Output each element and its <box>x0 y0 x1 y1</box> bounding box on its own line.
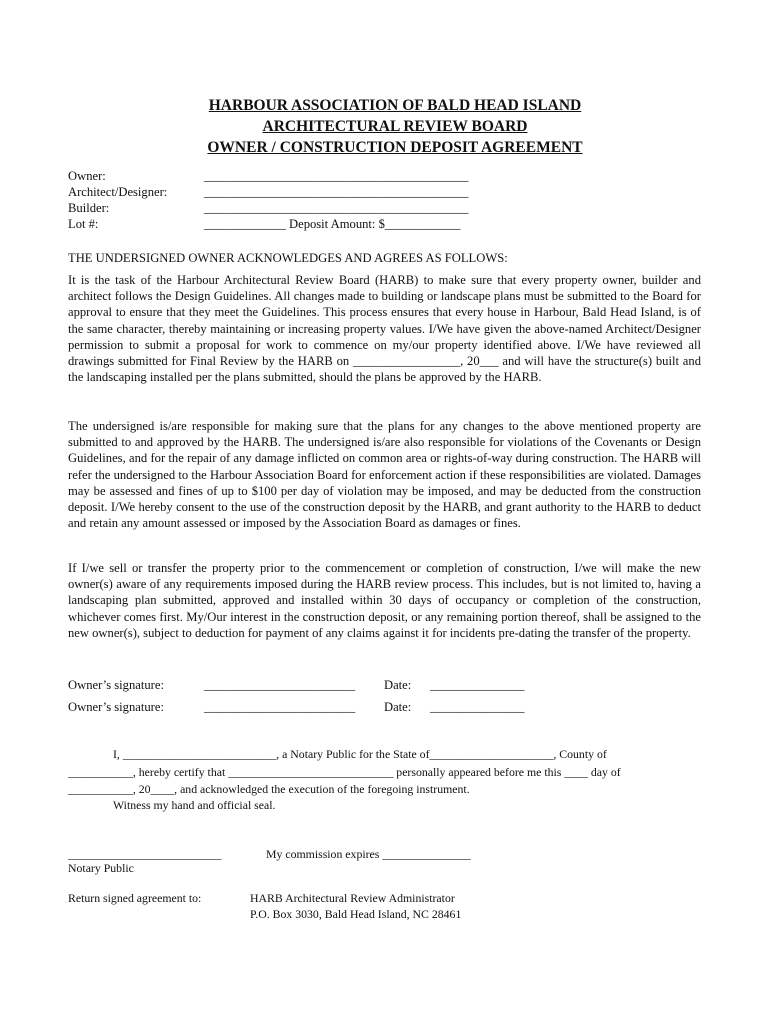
owner-field[interactable]: __________________________________________ <box>204 169 469 183</box>
commission-expires: My commission expires _______________ <box>266 847 471 861</box>
return-address-line-1: HARB Architectural Review Administrator <box>250 891 455 905</box>
title-line-1: HARBOUR ASSOCIATION OF BALD HEAD ISLAND <box>208 97 582 114</box>
lot-deposit-field[interactable]: _____________ Deposit Amount: $____________ <box>204 217 461 231</box>
notary-line-3: ___________, 20____, and acknowledged the execution of the foregoing instrument. <box>68 782 470 796</box>
date-label-2: Date: <box>384 700 412 714</box>
owner-label: Owner: <box>68 169 106 183</box>
notary-line-1: I, __________________________, a Notary Public for the State of_____________________, County of <box>113 747 607 761</box>
architect-label: Architect/Designer: <box>68 185 168 199</box>
owner-signature-label-2: Owner’s signature: <box>68 700 164 714</box>
return-address-line-2: P.O. Box 3030, Bald Head Island, NC 28461 <box>250 907 462 921</box>
paragraph-1: It is the task of the Harbour Architectural Review Board (HARB) to make sure that every property owner, builder and architect follows the Design Guidelines. All changes made to building or landscape plans must be submitted to the Board for approval to ensure that they meet the Guidelines. This process ensures that every house in Harbour, Bald Head Island, is of the same character, thereby maintaining or increasing property values. I/We have given the above-named Architect/Designer permission to submit a proposal for work to commence on my/our property identified above. I/We have reviewed all drawings submitted for Final Review by the HARB on _________________, 20___ and will have the structure(s) built and the landscaping installed per the plans submitted, should the plans be approved by the HARB. <box>68 273 701 385</box>
return-label: Return signed agreement to: <box>68 891 202 905</box>
owner-signature-label-1: Owner’s signature: <box>68 678 164 692</box>
owner-signature-field-1[interactable]: ________________________ <box>204 678 356 692</box>
date-label-1: Date: <box>384 678 412 692</box>
notary-witness-line: Witness my hand and official seal. <box>113 798 276 812</box>
date-field-1[interactable]: _______________ <box>430 678 525 692</box>
notary-public-label: Notary Public <box>68 861 134 875</box>
lot-label: Lot #: <box>68 217 99 231</box>
title-line-2: ARCHITECTURAL REVIEW BOARD <box>262 118 528 135</box>
notary-signature-field[interactable]: __________________________ <box>68 847 222 861</box>
builder-label: Builder: <box>68 201 110 215</box>
date-field-2[interactable]: _______________ <box>430 700 525 714</box>
notary-line-2: ___________, hereby certify that ____________________________ personally appeared before me this ____ day of <box>68 765 621 779</box>
architect-field[interactable]: __________________________________________ <box>204 185 469 199</box>
paragraph-2: The undersigned is/are responsible for making sure that the plans for any changes to the above mentioned property are submitted to and approved by the HARB. The undersigned is/are also responsible for violations of the Covenants or Design Guidelines, and for the repair of any damage inflicted on common area or rights-of-way during construction. The HARB will refer the undersigned to the Harbour Association Board for enforcement action if these responsibilities are violated. Damages may be assessed and fines of up to $100 per day of violation may be imposed, and may be deducted from the construction deposit. I/We hereby consent to the use of the construction deposit by the HARB, and grant authority to the HARB to deduct and retain any amount assessed or imposed by the Association Board as damages or fines. <box>68 419 701 531</box>
owner-signature-field-2[interactable]: ________________________ <box>204 700 356 714</box>
paragraph-3: If I/we sell or transfer the property prior to the commencement or completion of construction, I/we will make the new owner(s) aware of any requirements imposed during the HARB review process. This includes, but is not limited to, having a landscaping plan submitted, approved and installed within 30 days of occupancy or completion of the construction, whichever comes first. My/Our interest in the construction deposit, or any remaining portion thereof, shall be assigned to the new owner(s), subject to deduction for payment of any claims against it for incidents pre-dating the transfer of the property. <box>68 561 701 640</box>
builder-field[interactable]: __________________________________________ <box>204 201 469 215</box>
intro-statement: THE UNDERSIGNED OWNER ACKNOWLEDGES AND AGREES AS FOLLOWS: <box>68 251 508 265</box>
title-line-3: OWNER / CONSTRUCTION DEPOSIT AGREEMENT <box>207 139 583 156</box>
